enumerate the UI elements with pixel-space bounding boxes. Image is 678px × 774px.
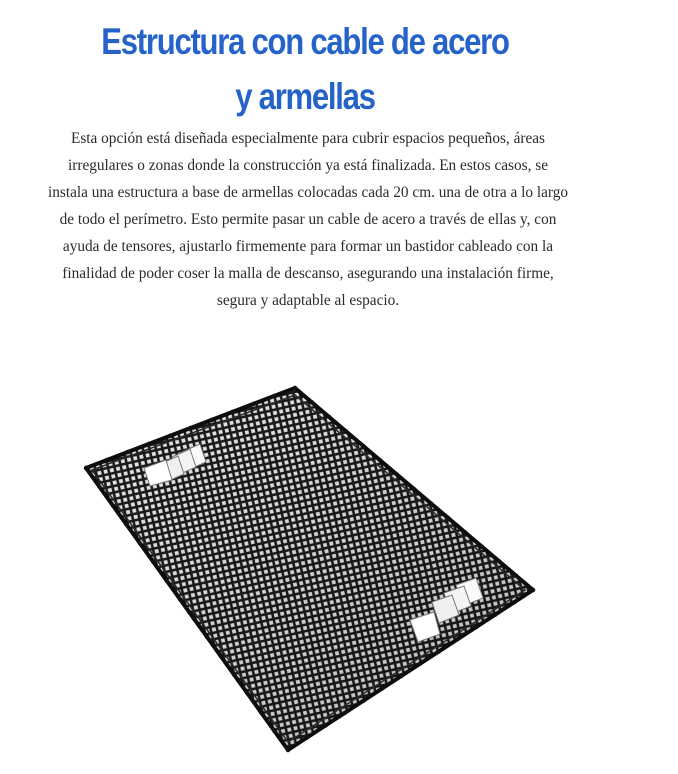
eyelet bbox=[232, 673, 236, 677]
eyelet bbox=[259, 710, 263, 714]
eyelet bbox=[147, 442, 151, 446]
eyelet bbox=[167, 434, 171, 438]
eyelet bbox=[209, 418, 213, 422]
eyelet bbox=[446, 516, 450, 520]
eyelet bbox=[178, 597, 182, 601]
eyelet bbox=[514, 573, 518, 577]
page-title: Estructura con cable de acero y armellas bbox=[101, 21, 509, 117]
eyelet bbox=[429, 501, 433, 505]
eyelet bbox=[380, 686, 384, 690]
eyelet bbox=[245, 691, 249, 695]
eyelet bbox=[138, 541, 142, 545]
eyelet bbox=[480, 545, 484, 549]
eyelet bbox=[111, 503, 115, 507]
eyelet bbox=[455, 637, 459, 641]
description-paragraph: Esta opción está diseñada especialmente para cubrir espacios pequeños, áreas irregulares o zonas donde la construcción ya está finalizada. En estos casos, se instala una estructura a base de armellas colocadas cada 20 cm. una de otra a lo largo de todo el perímetro. Esto permite pasar un cable de acero a través de ellas y, con ayuda de tensores, ajustarlo firmemente para formar un bastidor cableado con la finalidad de poder coser la malla de descanso, asegurando una instalación firme, segura y adaptable al espacio. bbox=[48, 130, 569, 309]
eyelet bbox=[412, 487, 416, 491]
eyelet bbox=[497, 559, 501, 563]
eyelet bbox=[493, 612, 497, 616]
eyelet bbox=[305, 735, 309, 739]
eyelet bbox=[272, 729, 276, 733]
eyelet bbox=[126, 450, 130, 454]
eyelet bbox=[165, 579, 169, 583]
eyelet bbox=[218, 654, 222, 658]
eyelet bbox=[474, 625, 478, 629]
eyelet bbox=[361, 444, 365, 448]
eyelet bbox=[342, 711, 346, 715]
eyelet bbox=[251, 402, 255, 406]
eyelet bbox=[97, 485, 101, 489]
eyelet bbox=[399, 674, 403, 678]
eyelet bbox=[323, 723, 327, 727]
eyelet bbox=[84, 466, 88, 470]
eyelet bbox=[344, 429, 348, 433]
eyelet bbox=[361, 699, 365, 703]
eyelet bbox=[230, 410, 234, 414]
eyelet bbox=[188, 426, 192, 430]
eyelet bbox=[463, 530, 467, 534]
eyelet bbox=[205, 635, 209, 639]
eyelet bbox=[293, 386, 297, 390]
eyelet bbox=[124, 522, 128, 526]
eyelet bbox=[531, 588, 535, 592]
eyelet bbox=[310, 400, 314, 404]
eyelet bbox=[512, 600, 516, 604]
eyelet bbox=[272, 394, 276, 398]
eyelet bbox=[378, 458, 382, 462]
eyelet bbox=[418, 662, 422, 666]
eyelet bbox=[192, 616, 196, 620]
eyelet bbox=[437, 649, 441, 653]
eyelet bbox=[105, 458, 109, 462]
eyelet bbox=[286, 748, 290, 752]
eyelet bbox=[151, 560, 155, 564]
product-image bbox=[78, 380, 548, 760]
eyelet bbox=[395, 472, 399, 476]
eyelet bbox=[327, 415, 331, 419]
